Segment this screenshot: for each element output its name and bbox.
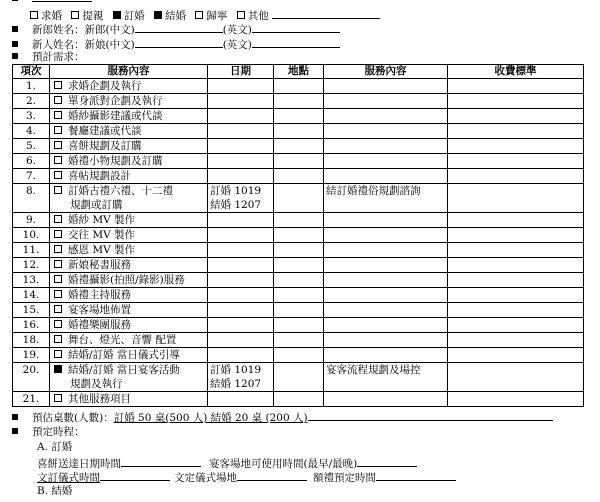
detail-cell[interactable]	[324, 154, 448, 169]
checkbox-icon[interactable]	[237, 11, 245, 19]
row-number: 11.	[13, 243, 50, 258]
table-row	[13, 318, 584, 333]
row-number: 13.	[13, 273, 50, 288]
service-label: 喜帖規劃設計	[68, 170, 131, 182]
detail-cell[interactable]	[324, 318, 448, 333]
date-cell[interactable]	[208, 288, 274, 303]
service-cell	[50, 318, 208, 333]
tables-estimate-row: 預估桌數(人數)：訂婚 50 桌(500 人) 結婚 20 桌 (200 人)	[12, 409, 553, 423]
checkbox-icon[interactable]	[54, 111, 62, 119]
row-number: 1.	[13, 79, 50, 94]
table-row	[13, 258, 584, 273]
table-row	[13, 288, 584, 303]
date-cell[interactable]	[208, 243, 274, 258]
option-other[interactable]: 其他	[237, 10, 269, 22]
checkbox-icon[interactable]	[54, 275, 62, 283]
detail-cell[interactable]	[324, 288, 448, 303]
date-cell[interactable]	[208, 139, 274, 154]
date-cell[interactable]	[208, 333, 274, 348]
detail-cell[interactable]	[324, 273, 448, 288]
fee-cell[interactable]	[448, 228, 584, 243]
table-row	[13, 124, 584, 139]
date-value: 結婚 1207	[210, 199, 262, 211]
other-blank[interactable]	[272, 7, 380, 19]
service-label: 婚禮攝影(拍照/錄影)服務	[68, 274, 185, 286]
service-cell	[50, 124, 208, 139]
table-row	[13, 94, 584, 109]
option-proposal[interactable]: 求婚	[30, 10, 62, 22]
checkbox-icon[interactable]	[54, 96, 62, 104]
service-label: 規劃及執行	[70, 378, 123, 390]
checkbox-icon[interactable]	[54, 126, 62, 134]
detail-cell[interactable]	[324, 243, 448, 258]
date-value: 訂婚 1019	[210, 185, 262, 197]
section-b-heading: B. 結婚	[37, 485, 73, 497]
place-cell[interactable]	[274, 109, 324, 124]
date-cell[interactable]	[208, 184, 274, 213]
service-cell	[50, 228, 208, 243]
service-label: 餐廳建議或代談	[68, 125, 142, 137]
service-label: 喜餅規劃及訂購	[68, 140, 142, 152]
table-row	[13, 348, 584, 363]
service-cell	[50, 139, 208, 154]
table-row	[13, 303, 584, 318]
place-cell[interactable]	[274, 288, 324, 303]
date-cell[interactable]	[208, 154, 274, 169]
section-a-heading: A. 訂婚	[37, 441, 73, 453]
bride-en-field[interactable]	[252, 36, 340, 48]
table-row	[13, 243, 584, 258]
place-cell[interactable]	[274, 243, 324, 258]
detail-cell[interactable]	[324, 303, 448, 318]
fee-cell[interactable]	[448, 169, 584, 184]
checkbox-icon[interactable]	[54, 81, 62, 89]
date-cell[interactable]	[208, 94, 274, 109]
bullet-icon	[12, 0, 18, 1]
fee-cell[interactable]	[448, 154, 584, 169]
detail-cell[interactable]	[324, 392, 448, 407]
service-cell	[50, 213, 208, 228]
place-cell[interactable]	[274, 184, 324, 213]
row-number: 15.	[13, 303, 50, 318]
service-label: 宴客場地佈置	[68, 304, 131, 316]
service-label: 婚禮小物規劃及訂購	[68, 155, 163, 167]
service-cell	[50, 94, 208, 109]
table-row	[13, 154, 584, 169]
date-cell[interactable]	[208, 348, 274, 363]
checkbox-icon[interactable]	[71, 11, 79, 19]
fee-cell[interactable]	[448, 363, 584, 392]
row-number: 18.	[13, 333, 50, 348]
service-cell	[50, 392, 208, 407]
row-number: 8.	[13, 184, 50, 213]
service-table	[12, 64, 584, 407]
service-label: 舞台、燈光、音響 配置	[68, 334, 177, 346]
table-row	[13, 333, 584, 348]
service-cell	[50, 288, 208, 303]
col-header-place: 地點	[274, 65, 324, 79]
date-cell[interactable]	[208, 124, 274, 139]
venue-time-field[interactable]	[357, 455, 417, 467]
bullet-icon	[12, 414, 18, 420]
row-number: 2.	[13, 94, 50, 109]
option-return-visit[interactable]: 歸寧	[195, 10, 227, 22]
row-number: 14.	[13, 288, 50, 303]
row-number: 21.	[13, 392, 50, 407]
service-cell	[50, 243, 208, 258]
checkbox-icon[interactable]	[54, 141, 62, 149]
table-row	[13, 392, 584, 407]
checkbox-icon[interactable]	[54, 230, 62, 238]
table-row	[13, 363, 584, 392]
fee-cell[interactable]	[448, 273, 584, 288]
fee-cell[interactable]	[448, 109, 584, 124]
type-options-row	[30, 7, 380, 21]
col-header-service: 服務內容	[50, 65, 208, 79]
col-header-no: 項次	[13, 65, 50, 79]
checkbox-icon[interactable]	[195, 11, 203, 19]
place-cell[interactable]	[274, 94, 324, 109]
service-label: 其他服務項目	[68, 393, 131, 405]
detail-cell[interactable]	[324, 139, 448, 154]
date-cell[interactable]	[208, 318, 274, 333]
detail-cell[interactable]	[324, 124, 448, 139]
checkbox-icon[interactable]	[154, 11, 162, 19]
table-row	[13, 213, 584, 228]
checkbox-icon[interactable]	[54, 320, 62, 328]
service-label: 婚禮主持服務	[68, 289, 131, 301]
place-cell[interactable]	[274, 213, 324, 228]
groom-cn-field[interactable]	[135, 21, 223, 33]
detail-cell[interactable]	[324, 79, 448, 94]
option-betrothal[interactable]: 提親	[71, 10, 103, 22]
schedule-line-2: 文訂儀式時間 文定儀式場地 額禮預定時間	[37, 469, 456, 483]
row-number: 4.	[13, 124, 50, 139]
date-cell[interactable]	[208, 303, 274, 318]
fee-cell[interactable]	[448, 303, 584, 318]
col-header-date: 日期	[208, 65, 274, 79]
table-row	[13, 139, 584, 154]
service-label: 婚禮樂團服務	[68, 319, 131, 331]
detail-cell[interactable]: 宴客流程規劃及場控	[324, 363, 448, 392]
date-cell[interactable]	[208, 79, 274, 94]
service-label: 交往 MV 製作	[68, 229, 136, 241]
cake-delivery-field[interactable]	[121, 455, 201, 467]
detail-cell[interactable]	[324, 333, 448, 348]
service-cell	[50, 363, 208, 392]
row-number: 9.	[13, 213, 50, 228]
row-number: 12.	[13, 258, 50, 273]
place-cell[interactable]	[274, 392, 324, 407]
date-value: 訂婚 1019	[210, 364, 262, 376]
service-label: 感恩 MV 製作	[68, 244, 136, 256]
place-cell[interactable]	[274, 363, 324, 392]
place-cell[interactable]	[274, 79, 324, 94]
row-number: 6.	[13, 154, 50, 169]
fee-cell[interactable]	[448, 288, 584, 303]
bride-cn-field[interactable]	[135, 36, 223, 48]
checkbox-icon[interactable]	[30, 11, 38, 19]
service-label: 婚紗 MV 製作	[68, 214, 136, 226]
schedule-line-1: 喜餅送達日期時間 宴客場地可使用時間(最早/最晚)	[37, 455, 417, 469]
service-label: 新娘秘書服務	[68, 259, 131, 271]
checkbox-icon[interactable]	[54, 305, 62, 313]
needs-row: 預計需求：	[12, 50, 85, 64]
place-cell[interactable]	[274, 169, 324, 184]
checkbox-icon[interactable]	[54, 215, 62, 223]
date-cell[interactable]	[208, 169, 274, 184]
service-cell	[50, 303, 208, 318]
fee-cell[interactable]	[448, 213, 584, 228]
place-cell[interactable]	[274, 273, 324, 288]
schedule-row: 預定時程：	[12, 425, 85, 439]
date-cell[interactable]	[208, 213, 274, 228]
service-cell	[50, 79, 208, 94]
tables-estimate-blank[interactable]	[308, 409, 553, 421]
gift-time-field[interactable]	[376, 469, 456, 481]
detail-cell[interactable]	[324, 109, 448, 124]
table-row	[13, 273, 584, 288]
service-label: 規劃或訂購	[70, 199, 123, 211]
service-cell	[50, 154, 208, 169]
fee-cell[interactable]	[448, 348, 584, 363]
ceremony-time-field[interactable]	[100, 469, 170, 481]
fee-cell[interactable]	[448, 243, 584, 258]
checkbox-icon[interactable]	[54, 156, 62, 164]
col-header-fee: 收費標準	[448, 65, 584, 79]
table-row	[13, 109, 584, 124]
service-label: 婚紗攝影建議或代談	[68, 110, 163, 122]
service-label: 結婚/訂婚 當日儀式引導	[68, 349, 180, 361]
row-number: 16.	[13, 318, 50, 333]
option-engagement[interactable]: 訂婚	[113, 10, 145, 22]
detail-cell[interactable]: 結訂婚禮俗規劃諮詢	[324, 184, 448, 213]
checkbox-icon[interactable]	[54, 290, 62, 298]
table-row	[13, 184, 584, 213]
table-row	[13, 169, 584, 184]
service-cell	[50, 169, 208, 184]
date-cell[interactable]	[208, 392, 274, 407]
place-cell[interactable]	[274, 258, 324, 273]
bullet-icon	[12, 53, 18, 59]
bullet-icon	[12, 26, 18, 32]
service-cell	[50, 273, 208, 288]
bride-row: 新人姓名：新娘(中文) (英文)	[12, 36, 340, 50]
row-number: 3.	[13, 109, 50, 124]
service-label: 求婚企劃及執行	[68, 80, 142, 92]
fee-cell[interactable]	[448, 392, 584, 407]
place-cell[interactable]	[274, 333, 324, 348]
detail-cell[interactable]	[324, 169, 448, 184]
detail-cell[interactable]	[324, 228, 448, 243]
date-cell[interactable]	[208, 228, 274, 243]
table-row	[13, 228, 584, 243]
fee-cell[interactable]	[448, 333, 584, 348]
date-cell[interactable]	[208, 109, 274, 124]
service-cell	[50, 184, 208, 213]
service-cell	[50, 333, 208, 348]
date-cell[interactable]	[208, 363, 274, 392]
table-row	[13, 79, 584, 94]
checkbox-icon[interactable]	[54, 171, 62, 179]
place-cell[interactable]	[274, 318, 324, 333]
table-header-row	[13, 65, 584, 79]
checkbox-icon[interactable]	[54, 186, 62, 194]
fee-cell[interactable]	[448, 139, 584, 154]
place-cell[interactable]	[274, 154, 324, 169]
date-value: 結婚 1207	[210, 378, 262, 390]
service-cell	[50, 348, 208, 363]
bullet-icon	[12, 428, 18, 434]
detail-cell[interactable]	[324, 348, 448, 363]
bullet-icon	[12, 41, 18, 47]
checkbox-icon[interactable]	[113, 11, 121, 19]
checkbox-icon[interactable]	[54, 245, 62, 253]
row-number: 5.	[13, 139, 50, 154]
checkbox-icon[interactable]	[54, 350, 62, 358]
service-label: 單身派對企劃及執行	[68, 95, 163, 107]
groom-row: 新郎姓名：新郎(中文) (英文)	[12, 21, 340, 35]
detail-cell[interactable]	[324, 258, 448, 273]
detail-cell[interactable]	[324, 213, 448, 228]
place-cell[interactable]	[274, 303, 324, 318]
service-cell	[50, 109, 208, 124]
checkbox-icon[interactable]	[54, 260, 62, 268]
row-number: 7.	[13, 169, 50, 184]
place-cell[interactable]	[274, 124, 324, 139]
place-cell[interactable]	[274, 228, 324, 243]
fee-cell[interactable]	[448, 94, 584, 109]
row-number: 20.	[13, 363, 50, 392]
fee-cell[interactable]	[448, 258, 584, 273]
fee-cell[interactable]	[448, 318, 584, 333]
service-cell	[50, 258, 208, 273]
service-label: 結婚/訂婚 當日宴客活動	[68, 364, 180, 376]
date-cell[interactable]	[208, 273, 274, 288]
service-label: 訂婚古禮六禮、十二禮	[68, 185, 173, 197]
checkbox-icon[interactable]	[54, 365, 62, 373]
fee-cell[interactable]	[448, 124, 584, 139]
fee-cell[interactable]	[448, 79, 584, 94]
checkbox-icon[interactable]	[54, 394, 62, 402]
place-cell[interactable]	[274, 348, 324, 363]
col-header-detail: 服務內容	[324, 65, 448, 79]
fee-cell[interactable]	[448, 184, 584, 213]
detail-cell[interactable]	[324, 94, 448, 109]
option-wedding[interactable]: 結婚	[154, 10, 186, 22]
row-number: 19.	[13, 348, 50, 363]
checkbox-icon[interactable]	[54, 335, 62, 343]
ceremony-venue-field[interactable]	[237, 469, 307, 481]
place-cell[interactable]	[274, 139, 324, 154]
groom-en-field[interactable]	[252, 21, 340, 33]
tables-estimate-value[interactable]: 訂婚 50 桌(500 人) 結婚 20 桌 (200 人)	[113, 412, 308, 424]
date-cell[interactable]	[208, 258, 274, 273]
row-number: 10.	[13, 228, 50, 243]
top-cut-line	[12, 0, 92, 6]
